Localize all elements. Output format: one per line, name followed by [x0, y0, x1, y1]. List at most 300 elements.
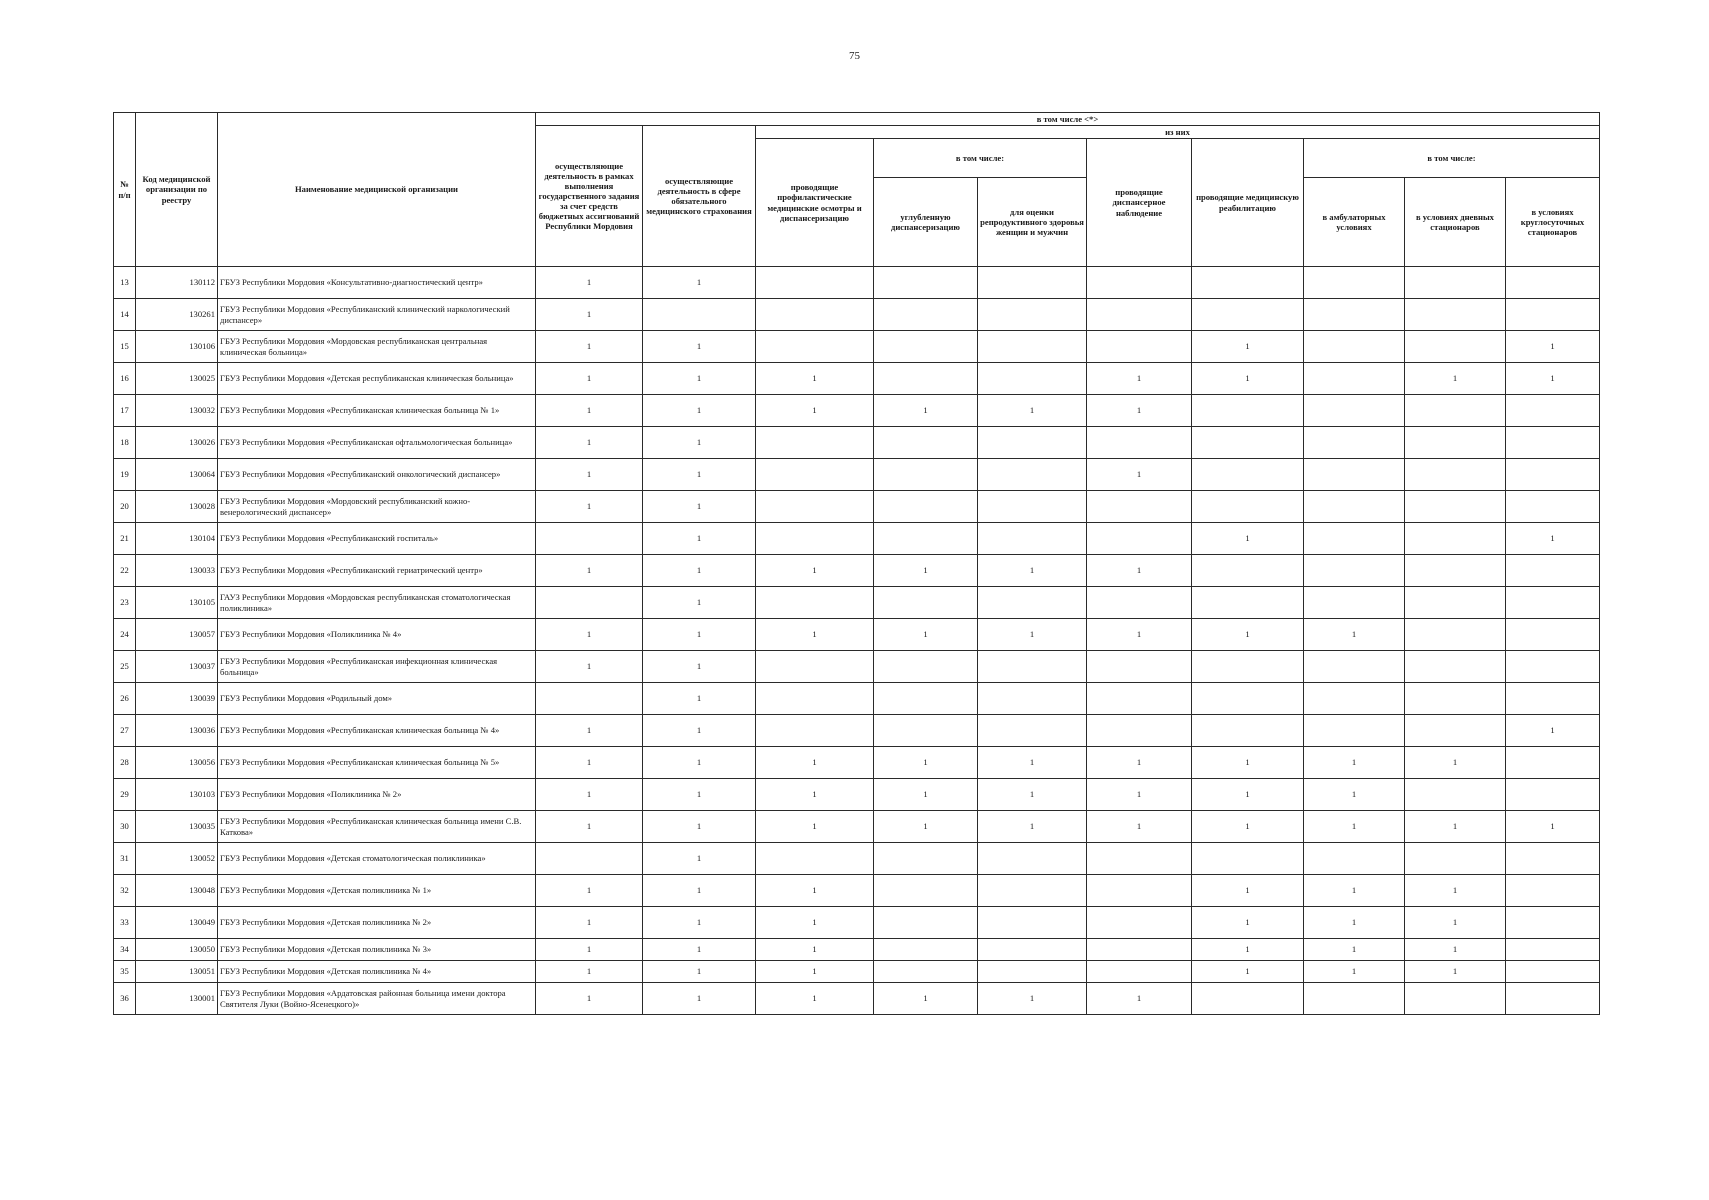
row-mark-cell: 1 [536, 811, 643, 843]
table-row [114, 331, 1600, 363]
row-organization-name: ГБУЗ Республики Мордовия «Республиканская клиническая больница № 5» [218, 747, 536, 779]
row-mark-cell: 1 [536, 363, 643, 395]
row-mark-cell: 1 [1304, 875, 1405, 907]
table-row [114, 875, 1600, 907]
row-mark-cell: 1 [1087, 363, 1192, 395]
row-mark-cell: 1 [536, 331, 643, 363]
page-number: 75 [849, 50, 860, 62]
row-mark-cell: 1 [756, 939, 874, 961]
row-code: 130050 [136, 939, 218, 961]
row-mark-cell: 1 [756, 983, 874, 1015]
row-mark-cell [978, 683, 1087, 715]
row-organization-name: ГБУЗ Республики Мордовия «Мордовская республиканская центральная клиническая больница» [218, 331, 536, 363]
table-row [114, 907, 1600, 939]
row-mark-cell: 1 [756, 875, 874, 907]
row-number: 16 [114, 363, 136, 395]
row-mark-cell [756, 843, 874, 875]
row-mark-cell: 1 [536, 961, 643, 983]
row-mark-cell: 1 [1192, 619, 1304, 651]
row-mark-cell: 1 [1304, 811, 1405, 843]
row-number: 15 [114, 331, 136, 363]
row-mark-cell [978, 491, 1087, 523]
row-mark-cell [1405, 587, 1506, 619]
row-mark-cell [1506, 395, 1600, 427]
row-code: 130025 [136, 363, 218, 395]
row-code: 130032 [136, 395, 218, 427]
row-number: 18 [114, 427, 136, 459]
row-code: 130048 [136, 875, 218, 907]
row-mark-cell: 1 [756, 747, 874, 779]
row-mark-cell [1087, 715, 1192, 747]
row-mark-cell: 1 [1192, 779, 1304, 811]
row-mark-cell [1506, 983, 1600, 1015]
row-mark-cell [1304, 843, 1405, 875]
row-number: 29 [114, 779, 136, 811]
row-number: 28 [114, 747, 136, 779]
row-mark-cell [1087, 683, 1192, 715]
table-row [114, 619, 1600, 651]
row-code: 130104 [136, 523, 218, 555]
row-organization-name: ГБУЗ Республики Мордовия «Ардатовская районная больница имени доктора Святителя Луки (Войно-Ясенецкого)» [218, 983, 536, 1015]
row-mark-cell [1304, 683, 1405, 715]
row-code: 130036 [136, 715, 218, 747]
row-mark-cell: 1 [536, 459, 643, 491]
row-mark-cell [1192, 395, 1304, 427]
row-organization-name: ГБУЗ Республики Мордовия «Республиканская офтальмологическая больница» [218, 427, 536, 459]
row-mark-cell [1506, 491, 1600, 523]
row-mark-cell [756, 491, 874, 523]
row-mark-cell [1192, 491, 1304, 523]
row-mark-cell [756, 331, 874, 363]
row-mark-cell [1405, 555, 1506, 587]
row-mark-cell [756, 587, 874, 619]
row-mark-cell: 1 [1192, 331, 1304, 363]
row-code: 130105 [136, 587, 218, 619]
row-mark-cell [874, 683, 978, 715]
row-mark-cell: 1 [874, 395, 978, 427]
row-mark-cell [1192, 299, 1304, 331]
row-mark-cell [978, 427, 1087, 459]
row-mark-cell [1304, 983, 1405, 1015]
row-mark-cell: 1 [1087, 395, 1192, 427]
row-mark-cell: 1 [536, 715, 643, 747]
row-mark-cell: 1 [978, 811, 1087, 843]
row-number: 26 [114, 683, 136, 715]
row-mark-cell: 1 [1192, 747, 1304, 779]
row-mark-cell: 1 [1405, 961, 1506, 983]
row-number: 30 [114, 811, 136, 843]
row-mark-cell: 1 [643, 715, 756, 747]
row-number: 27 [114, 715, 136, 747]
table-row [114, 715, 1600, 747]
row-mark-cell [1405, 683, 1506, 715]
row-mark-cell: 1 [874, 747, 978, 779]
row-mark-cell [1192, 843, 1304, 875]
row-mark-cell: 1 [756, 363, 874, 395]
table-row [114, 427, 1600, 459]
table-row [114, 843, 1600, 875]
header-including: в том числе <*> [536, 113, 1600, 126]
row-mark-cell [756, 523, 874, 555]
row-mark-cell: 1 [643, 961, 756, 983]
header-deep-dispensarization: углубленную диспансеризацию [874, 178, 978, 267]
row-mark-cell [1405, 523, 1506, 555]
row-mark-cell [1506, 587, 1600, 619]
row-mark-cell [978, 715, 1087, 747]
row-mark-cell: 1 [874, 779, 978, 811]
row-mark-cell [756, 267, 874, 299]
row-mark-cell [1192, 267, 1304, 299]
row-mark-cell: 1 [643, 267, 756, 299]
header-budget: осуществляющие деятельность в рамках выполнения государственного задания за счет средств бюджетных ассигнований Республики Мордовия [536, 126, 643, 267]
row-mark-cell [1405, 983, 1506, 1015]
row-code: 130049 [136, 907, 218, 939]
row-number: 23 [114, 587, 136, 619]
row-organization-name: ГБУЗ Республики Мордовия «Мордовский республиканский кожно-венерологический диспансер» [218, 491, 536, 523]
row-mark-cell: 1 [643, 651, 756, 683]
row-mark-cell [978, 651, 1087, 683]
row-mark-cell [874, 939, 978, 961]
row-organization-name: ГБУЗ Республики Мордовия «Республиканская инфекционная клиническая больница» [218, 651, 536, 683]
row-mark-cell: 1 [874, 983, 978, 1015]
row-number: 35 [114, 961, 136, 983]
row-mark-cell: 1 [1087, 619, 1192, 651]
row-mark-cell [1405, 459, 1506, 491]
row-mark-cell [874, 907, 978, 939]
row-mark-cell [1506, 299, 1600, 331]
row-number: 19 [114, 459, 136, 491]
row-mark-cell [1405, 651, 1506, 683]
row-mark-cell: 1 [978, 555, 1087, 587]
table-row [114, 459, 1600, 491]
table-row [114, 939, 1600, 961]
row-mark-cell: 1 [1087, 983, 1192, 1015]
row-mark-cell [1087, 651, 1192, 683]
row-mark-cell [1087, 875, 1192, 907]
row-mark-cell [1304, 299, 1405, 331]
header-preventive-exams: проводящие профилактические медицинские осмотры и диспансеризацию [756, 139, 874, 267]
row-code: 130057 [136, 619, 218, 651]
header-dispensary-observation: проводящие диспансерное наблюдение [1087, 139, 1192, 267]
row-mark-cell [978, 459, 1087, 491]
header-reproductive-health: для оценки репродуктивного здоровья женщин и мужчин [978, 178, 1087, 267]
row-mark-cell [1087, 267, 1192, 299]
row-mark-cell [874, 523, 978, 555]
row-mark-cell: 1 [1304, 939, 1405, 961]
row-code: 130052 [136, 843, 218, 875]
row-mark-cell [1192, 587, 1304, 619]
row-mark-cell [978, 939, 1087, 961]
row-mark-cell: 1 [1087, 747, 1192, 779]
row-mark-cell [874, 331, 978, 363]
row-mark-cell [1304, 363, 1405, 395]
row-mark-cell: 1 [1304, 779, 1405, 811]
row-mark-cell [1506, 651, 1600, 683]
row-organization-name: ГБУЗ Республики Мордовия «Детская поликлиника № 1» [218, 875, 536, 907]
row-mark-cell [1405, 619, 1506, 651]
row-organization-name: ГБУЗ Республики Мордовия «Поликлиника № 2» [218, 779, 536, 811]
row-mark-cell: 1 [978, 619, 1087, 651]
row-mark-cell: 1 [643, 779, 756, 811]
row-organization-name: ГБУЗ Республики Мордовия «Республиканская клиническая больница № 4» [218, 715, 536, 747]
table-row [114, 587, 1600, 619]
medical-organizations-table [113, 112, 1600, 1015]
row-mark-cell: 1 [756, 395, 874, 427]
row-mark-cell [1192, 983, 1304, 1015]
row-number: 24 [114, 619, 136, 651]
row-organization-name: ГБУЗ Республики Мордовия «Республиканский онкологический диспансер» [218, 459, 536, 491]
row-organization-name: ГБУЗ Республики Мордовия «Детская поликлиника № 3» [218, 939, 536, 961]
row-code: 130106 [136, 331, 218, 363]
row-mark-cell [1506, 907, 1600, 939]
row-mark-cell: 1 [643, 587, 756, 619]
row-mark-cell: 1 [643, 459, 756, 491]
row-mark-cell: 1 [756, 907, 874, 939]
row-mark-cell [756, 651, 874, 683]
row-mark-cell [1304, 715, 1405, 747]
row-mark-cell: 1 [1506, 331, 1600, 363]
table-row [114, 983, 1600, 1015]
row-mark-cell [1192, 459, 1304, 491]
row-mark-cell [978, 523, 1087, 555]
row-mark-cell: 1 [536, 747, 643, 779]
row-mark-cell [1192, 427, 1304, 459]
row-mark-cell: 1 [874, 811, 978, 843]
row-organization-name: ГБУЗ Республики Мордовия «Республиканский госпиталь» [218, 523, 536, 555]
table-row [114, 779, 1600, 811]
header-rehabilitation: проводящие медицинскую реабилитацию [1192, 139, 1304, 267]
row-mark-cell [874, 491, 978, 523]
row-mark-cell [1087, 523, 1192, 555]
row-mark-cell [1192, 715, 1304, 747]
row-mark-cell [874, 715, 978, 747]
row-mark-cell: 1 [874, 555, 978, 587]
row-mark-cell: 1 [1506, 811, 1600, 843]
row-mark-cell: 1 [536, 555, 643, 587]
row-mark-cell: 1 [1192, 907, 1304, 939]
table-row [114, 299, 1600, 331]
row-organization-name: ГБУЗ Республики Мордовия «Республиканская клиническая больница имени С.В. Каткова» [218, 811, 536, 843]
row-mark-cell: 1 [978, 747, 1087, 779]
row-mark-cell: 1 [1405, 907, 1506, 939]
row-code: 130028 [136, 491, 218, 523]
row-mark-cell [1087, 961, 1192, 983]
row-organization-name: ГБУЗ Республики Мордовия «Республиканский клинический наркологический диспансер» [218, 299, 536, 331]
row-code: 130051 [136, 961, 218, 983]
row-mark-cell [874, 961, 978, 983]
row-mark-cell [1405, 395, 1506, 427]
row-mark-cell [978, 267, 1087, 299]
row-mark-cell [1405, 299, 1506, 331]
row-mark-cell [1405, 779, 1506, 811]
table-row [114, 811, 1600, 843]
row-mark-cell [978, 299, 1087, 331]
row-mark-cell: 1 [643, 363, 756, 395]
row-mark-cell: 1 [1405, 875, 1506, 907]
row-mark-cell: 1 [643, 907, 756, 939]
row-number: 33 [114, 907, 136, 939]
table-row [114, 363, 1600, 395]
row-mark-cell: 1 [1506, 363, 1600, 395]
row-mark-cell [874, 363, 978, 395]
table-row [114, 523, 1600, 555]
row-mark-cell: 1 [536, 395, 643, 427]
row-mark-cell: 1 [1192, 811, 1304, 843]
row-organization-name: ГБУЗ Республики Мордовия «Детская поликлиника № 2» [218, 907, 536, 939]
row-mark-cell: 1 [1192, 875, 1304, 907]
row-mark-cell [874, 843, 978, 875]
header-oms: осуществляющие деятельность в сфере обязательного медицинского страхования [643, 126, 756, 267]
row-mark-cell [1192, 555, 1304, 587]
row-mark-cell [1506, 683, 1600, 715]
row-mark-cell [1087, 587, 1192, 619]
table-row [114, 491, 1600, 523]
row-number: 14 [114, 299, 136, 331]
row-mark-cell: 1 [1304, 619, 1405, 651]
row-mark-cell [1506, 267, 1600, 299]
header-num: № п/п [114, 113, 136, 267]
row-mark-cell: 1 [1506, 523, 1600, 555]
row-mark-cell [978, 587, 1087, 619]
row-mark-cell [536, 587, 643, 619]
row-mark-cell: 1 [643, 619, 756, 651]
row-mark-cell [978, 843, 1087, 875]
row-mark-cell [1506, 939, 1600, 961]
row-mark-cell [1506, 747, 1600, 779]
row-organization-name: ГБУЗ Республики Мордовия «Детская стоматологическая поликлиника» [218, 843, 536, 875]
row-organization-name: ГБУЗ Республики Мордовия «Поликлиника № 4» [218, 619, 536, 651]
row-mark-cell [1087, 427, 1192, 459]
row-mark-cell [1304, 427, 1405, 459]
row-mark-cell: 1 [536, 299, 643, 331]
row-mark-cell [1506, 843, 1600, 875]
row-mark-cell: 1 [756, 961, 874, 983]
row-mark-cell [1087, 491, 1192, 523]
row-mark-cell [1304, 555, 1405, 587]
row-organization-name: ГБУЗ Республики Мордовия «Республиканская клиническая больница № 1» [218, 395, 536, 427]
row-mark-cell: 1 [536, 427, 643, 459]
row-mark-cell [874, 651, 978, 683]
row-code: 130112 [136, 267, 218, 299]
table-row [114, 555, 1600, 587]
row-mark-cell [1087, 907, 1192, 939]
row-mark-cell: 1 [643, 683, 756, 715]
table-body [114, 267, 1600, 1015]
row-mark-cell: 1 [1087, 811, 1192, 843]
row-mark-cell: 1 [1192, 523, 1304, 555]
row-mark-cell: 1 [643, 555, 756, 587]
row-mark-cell: 1 [978, 983, 1087, 1015]
row-mark-cell [1304, 267, 1405, 299]
row-code: 130001 [136, 983, 218, 1015]
row-code: 130026 [136, 427, 218, 459]
row-mark-cell: 1 [1192, 961, 1304, 983]
row-mark-cell [1087, 331, 1192, 363]
row-mark-cell [1506, 555, 1600, 587]
header-including-b: в том числе: [1304, 139, 1600, 178]
row-mark-cell [756, 459, 874, 491]
row-mark-cell [1405, 715, 1506, 747]
table-row [114, 747, 1600, 779]
row-mark-cell [978, 363, 1087, 395]
row-mark-cell [1087, 843, 1192, 875]
row-mark-cell: 1 [1304, 907, 1405, 939]
row-mark-cell [1506, 619, 1600, 651]
header-name: Наименование медицинской организации [218, 113, 536, 267]
row-mark-cell: 1 [536, 875, 643, 907]
row-mark-cell: 1 [1087, 555, 1192, 587]
row-mark-cell: 1 [756, 779, 874, 811]
row-mark-cell [874, 459, 978, 491]
row-code: 130033 [136, 555, 218, 587]
row-mark-cell [536, 843, 643, 875]
row-mark-cell [536, 523, 643, 555]
row-mark-cell [1304, 331, 1405, 363]
table-header [114, 113, 1600, 267]
row-mark-cell: 1 [643, 523, 756, 555]
header-round-the-clock: в условиях круглосуточных стационаров [1506, 178, 1600, 267]
row-number: 20 [114, 491, 136, 523]
row-code: 130037 [136, 651, 218, 683]
row-mark-cell: 1 [1192, 363, 1304, 395]
row-mark-cell: 1 [643, 939, 756, 961]
row-mark-cell [1304, 651, 1405, 683]
row-code: 130064 [136, 459, 218, 491]
row-mark-cell [1405, 427, 1506, 459]
row-mark-cell: 1 [1405, 747, 1506, 779]
row-mark-cell: 1 [643, 395, 756, 427]
row-mark-cell [756, 683, 874, 715]
row-mark-cell: 1 [536, 907, 643, 939]
row-organization-name: ГБУЗ Республики Мордовия «Родильный дом» [218, 683, 536, 715]
row-organization-name: ГБУЗ Республики Мордовия «Детская поликлиника № 4» [218, 961, 536, 983]
header-outpatient: в амбулаторных условиях [1304, 178, 1405, 267]
row-mark-cell [756, 299, 874, 331]
header-code: Код медицинской организации по реестру [136, 113, 218, 267]
row-organization-name: ГБУЗ Республики Мордовия «Консультативно-диагностический центр» [218, 267, 536, 299]
row-mark-cell [1087, 939, 1192, 961]
row-number: 31 [114, 843, 136, 875]
row-mark-cell [978, 875, 1087, 907]
row-mark-cell: 1 [1087, 779, 1192, 811]
table-row [114, 395, 1600, 427]
row-mark-cell: 1 [536, 267, 643, 299]
row-organization-name: ГБУЗ Республики Мордовия «Республиканский гериатрический центр» [218, 555, 536, 587]
row-mark-cell [874, 267, 978, 299]
row-number: 36 [114, 983, 136, 1015]
row-code: 130056 [136, 747, 218, 779]
table-row [114, 651, 1600, 683]
row-organization-name: ГБУЗ Республики Мордовия «Детская республиканская клиническая больница» [218, 363, 536, 395]
row-mark-cell: 1 [643, 811, 756, 843]
row-mark-cell: 1 [643, 875, 756, 907]
row-mark-cell [1087, 299, 1192, 331]
row-mark-cell: 1 [1405, 811, 1506, 843]
row-mark-cell [1506, 427, 1600, 459]
row-mark-cell [1304, 491, 1405, 523]
row-mark-cell: 1 [1304, 961, 1405, 983]
row-mark-cell: 1 [756, 811, 874, 843]
row-mark-cell [1506, 875, 1600, 907]
row-mark-cell [1506, 961, 1600, 983]
row-mark-cell [643, 299, 756, 331]
row-mark-cell [1506, 779, 1600, 811]
row-code: 130261 [136, 299, 218, 331]
row-mark-cell [1192, 651, 1304, 683]
row-mark-cell: 1 [1405, 939, 1506, 961]
row-number: 22 [114, 555, 136, 587]
row-organization-name: ГАУЗ Республики Мордовия «Мордовская республиканская стоматологическая поликлиника» [218, 587, 536, 619]
